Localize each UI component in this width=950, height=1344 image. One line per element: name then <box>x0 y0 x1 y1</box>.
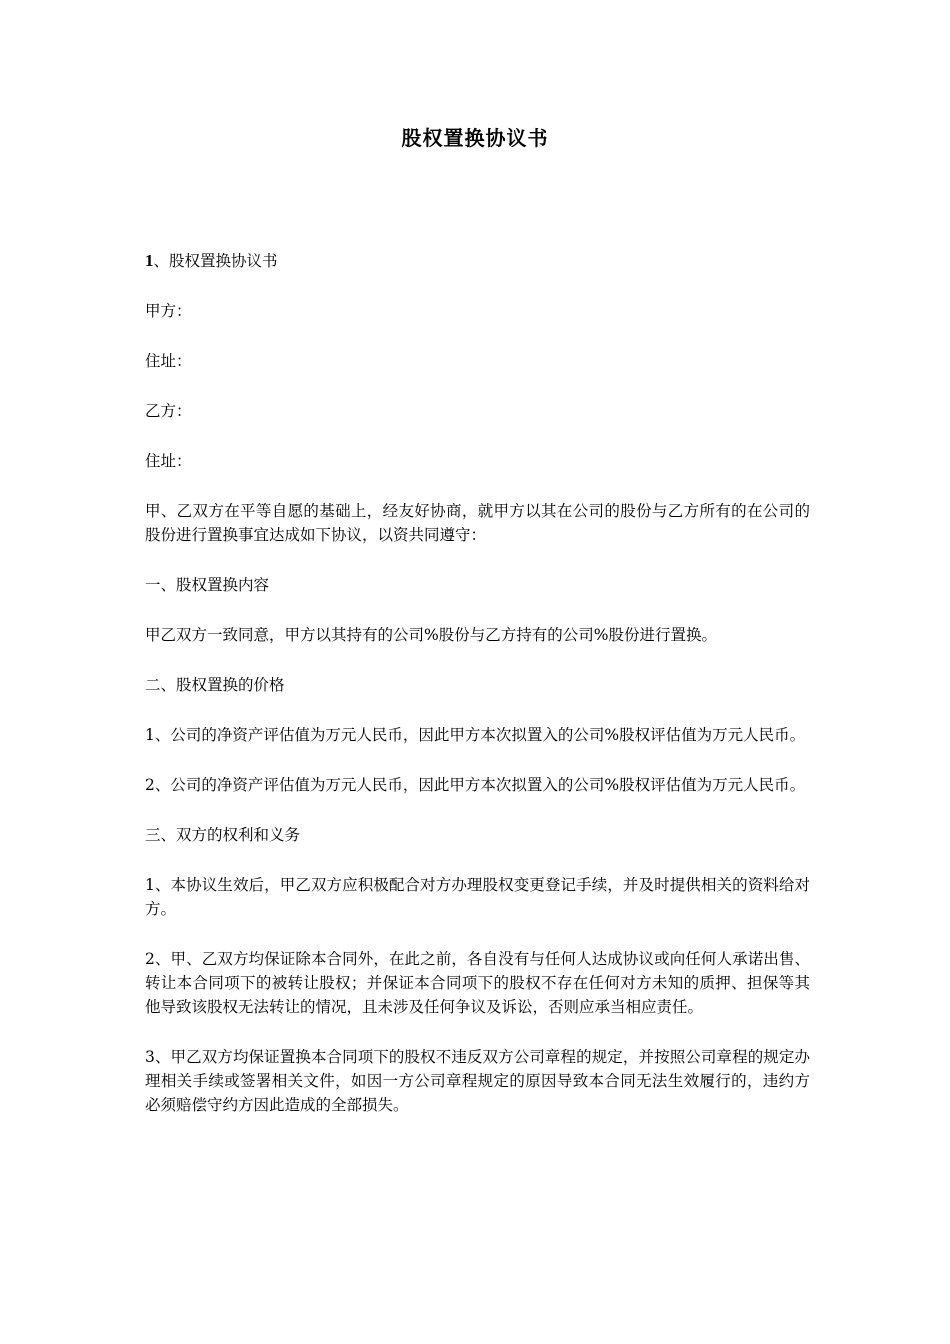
section-3-item-2: 2、甲、乙双方均保证除本合同外，在此之前，各自没有与任何人达成协议或向任何人承诺出售、转让本合同项下的被转让股权；并保证本合同项下的股权不存在任何对方未知的质押、担保等其他导致该股权无法转让的情况，且未涉及任何争议及诉讼，否则应承当相应责任。 <box>145 950 810 1016</box>
section-heading-1: 一、股权置换内容 <box>145 576 270 594</box>
section-2-item-2: 2、公司的净资产评估值为万元人民币，因此甲方本次拟置入的公司%股权评估值为万元人民币。 <box>145 776 806 794</box>
heading-number: 1 <box>145 251 154 270</box>
section-heading-2: 二、股权置换的价格 <box>145 676 285 694</box>
intro-paragraph: 甲、乙双方在平等自愿的基础上，经友好协商，就甲方以其在公司的股份与乙方所有的在公司的股份进行置换事宜达成如下协议，以资共同遵守： <box>145 502 810 544</box>
section-1-paragraph: 甲乙双方一致同意，甲方以其持有的公司%股份与乙方持有的公司%股份进行置换。 <box>145 626 717 644</box>
document-title: 股权置换协议书 <box>401 126 549 150</box>
address-a-label: 住址： <box>145 352 192 370</box>
party-a-label: 甲方： <box>145 302 192 320</box>
section-heading-3: 三、双方的权利和义务 <box>145 826 301 844</box>
party-b-label: 乙方： <box>145 402 192 420</box>
section-2-item-1: 1、公司的净资产评估值为万元人民币，因此甲方本次拟置入的公司%股权评估值为万元人民币。 <box>145 726 806 744</box>
document-body <box>145 249 810 1143</box>
section-3-item-3: 3、甲乙双方均保证置换本合同项下的股权不违反双方公司章程的规定，并按照公司章程的规定办理相关手续或签署相关文件，如因一方公司章程规定的原因导致本合同无法生效履行的，违约方必须赔偿守约方因此造成的全部损失。 <box>145 1048 810 1114</box>
address-b-label: 住址： <box>145 452 192 470</box>
section-3-item-1: 1、本协议生效后，甲乙双方应积极配合对方办理股权变更登记手续，并及时提供相关的资料给对方。 <box>145 876 810 918</box>
heading-paragraph <box>145 249 810 273</box>
heading-text: 、股权置换协议书 <box>153 252 278 270</box>
